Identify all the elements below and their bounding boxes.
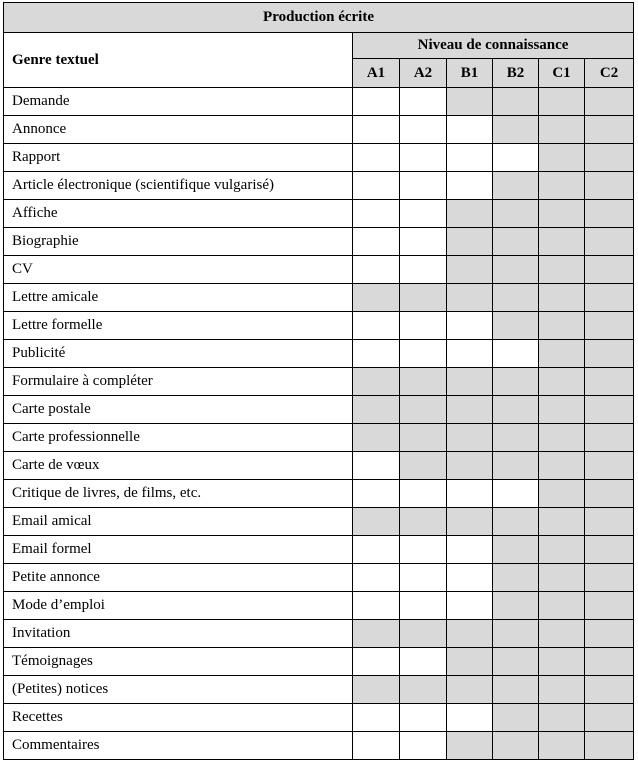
level-cell-b2 [493, 536, 539, 564]
level-cell-c1 [539, 116, 585, 144]
level-cell-a1 [353, 564, 400, 592]
table-body [4, 88, 634, 760]
level-cell-b2 [493, 256, 539, 284]
level-cell-a2 [400, 228, 447, 256]
level-cell-b1 [447, 172, 493, 200]
level-cell-c2 [585, 312, 634, 340]
level-cell-c2 [585, 480, 634, 508]
level-cell-a2 [400, 704, 447, 732]
level-cell-b1 [447, 648, 493, 676]
level-cell-a2 [400, 116, 447, 144]
level-cell-a2 [400, 396, 447, 424]
table-row [4, 508, 634, 536]
level-cell-a1 [353, 368, 400, 396]
table-row [4, 732, 634, 760]
level-cell-b1 [447, 676, 493, 704]
level-cell-b2 [493, 368, 539, 396]
level-cell-c1 [539, 340, 585, 368]
genre-label: CV [4, 256, 353, 284]
level-cell-b2 [493, 620, 539, 648]
level-cell-a2 [400, 424, 447, 452]
genre-label: Publicité [4, 340, 353, 368]
table-row [4, 284, 634, 312]
level-cell-a2 [400, 284, 447, 312]
level-cell-b2 [493, 284, 539, 312]
table-row [4, 88, 634, 116]
level-cell-c1 [539, 144, 585, 172]
table-row [4, 256, 634, 284]
level-cell-b1 [447, 424, 493, 452]
level-cell-c2 [585, 256, 634, 284]
level-cell-a2 [400, 648, 447, 676]
level-cell-b2 [493, 424, 539, 452]
level-cell-a1 [353, 340, 400, 368]
level-cell-c2 [585, 396, 634, 424]
level-cell-b2 [493, 452, 539, 480]
level-cell-a2 [400, 480, 447, 508]
level-cell-b2 [493, 200, 539, 228]
genre-label: Critique de livres, de films, etc. [4, 480, 353, 508]
level-cell-b1 [447, 144, 493, 172]
table-row [4, 116, 634, 144]
level-cell-b2 [493, 340, 539, 368]
genre-label: Demande [4, 88, 353, 116]
table-row [4, 368, 634, 396]
genre-label: Carte postale [4, 396, 353, 424]
level-cell-c1 [539, 452, 585, 480]
genre-label: (Petites) notices [4, 676, 353, 704]
level-cell-c1 [539, 704, 585, 732]
table-row [4, 648, 634, 676]
table-row [4, 592, 634, 620]
level-col-b1: B1 [447, 59, 493, 88]
table-row [4, 340, 634, 368]
level-cell-b1 [447, 116, 493, 144]
level-cell-c2 [585, 732, 634, 760]
level-cell-c2 [585, 564, 634, 592]
level-cell-b2 [493, 88, 539, 116]
level-cell-a1 [353, 508, 400, 536]
table-row [4, 396, 634, 424]
level-cell-c2 [585, 536, 634, 564]
level-cell-c1 [539, 172, 585, 200]
table-row [4, 564, 634, 592]
level-cell-c2 [585, 508, 634, 536]
level-cell-c1 [539, 620, 585, 648]
level-cell-c1 [539, 592, 585, 620]
level-cell-b1 [447, 480, 493, 508]
level-cell-a1 [353, 732, 400, 760]
level-cell-b2 [493, 704, 539, 732]
level-cell-a1 [353, 592, 400, 620]
level-cell-a2 [400, 144, 447, 172]
level-cell-c2 [585, 284, 634, 312]
level-cell-b1 [447, 256, 493, 284]
level-cell-a2 [400, 536, 447, 564]
level-cell-c2 [585, 424, 634, 452]
table-row [4, 144, 634, 172]
level-header: Niveau de connaissance [353, 33, 634, 59]
table-row [4, 452, 634, 480]
level-cell-b1 [447, 620, 493, 648]
level-cell-c2 [585, 88, 634, 116]
level-cell-b1 [447, 396, 493, 424]
level-cell-c2 [585, 620, 634, 648]
level-cell-b2 [493, 172, 539, 200]
level-cell-a1 [353, 480, 400, 508]
level-cell-c2 [585, 368, 634, 396]
table-row [4, 200, 634, 228]
level-cell-b1 [447, 536, 493, 564]
level-cell-c2 [585, 648, 634, 676]
level-cell-b2 [493, 144, 539, 172]
level-cell-c1 [539, 676, 585, 704]
table-row [4, 676, 634, 704]
level-cell-b1 [447, 564, 493, 592]
table-row [4, 228, 634, 256]
level-cell-a2 [400, 88, 447, 116]
table-row [4, 620, 634, 648]
level-cell-a2 [400, 256, 447, 284]
table-row [4, 424, 634, 452]
level-cell-b2 [493, 676, 539, 704]
table-title: Production écrite [4, 3, 634, 33]
level-cell-c1 [539, 312, 585, 340]
level-cell-b1 [447, 452, 493, 480]
level-cell-a2 [400, 620, 447, 648]
level-cell-a1 [353, 396, 400, 424]
level-cell-b2 [493, 228, 539, 256]
level-cell-c2 [585, 116, 634, 144]
level-cell-b1 [447, 592, 493, 620]
level-cell-a1 [353, 676, 400, 704]
level-cell-b2 [493, 648, 539, 676]
level-cell-b2 [493, 312, 539, 340]
genre-label: Carte professionnelle [4, 424, 353, 452]
level-cell-b2 [493, 564, 539, 592]
level-cell-a1 [353, 228, 400, 256]
genre-header: Genre textuel [4, 33, 353, 88]
genre-label: Biographie [4, 228, 353, 256]
level-cell-a1 [353, 536, 400, 564]
genre-label: Commentaires [4, 732, 353, 760]
genre-label: Annonce [4, 116, 353, 144]
level-cell-a1 [353, 88, 400, 116]
genre-label: Mode d’emploi [4, 592, 353, 620]
level-cell-c1 [539, 564, 585, 592]
level-cell-a2 [400, 340, 447, 368]
level-cell-a1 [353, 424, 400, 452]
level-cell-a1 [353, 116, 400, 144]
level-cell-c1 [539, 200, 585, 228]
level-cell-c1 [539, 88, 585, 116]
level-col-a1: A1 [353, 59, 400, 88]
level-cell-c1 [539, 396, 585, 424]
level-cell-c2 [585, 172, 634, 200]
genre-label: Carte de vœux [4, 452, 353, 480]
level-cell-a1 [353, 620, 400, 648]
level-cell-c1 [539, 508, 585, 536]
table-row [4, 704, 634, 732]
level-cell-a1 [353, 648, 400, 676]
level-cell-a1 [353, 452, 400, 480]
level-cell-c2 [585, 676, 634, 704]
level-cell-b1 [447, 704, 493, 732]
level-cell-a1 [353, 200, 400, 228]
table-row [4, 172, 634, 200]
level-cell-c2 [585, 200, 634, 228]
level-cell-a2 [400, 368, 447, 396]
genre-label: Article électronique (scientifique vulgarisé) [4, 172, 353, 200]
level-cell-a1 [353, 704, 400, 732]
genre-label: Rapport [4, 144, 353, 172]
level-cell-b2 [493, 396, 539, 424]
level-cell-a2 [400, 732, 447, 760]
level-cell-a1 [353, 284, 400, 312]
level-col-a2: A2 [400, 59, 447, 88]
level-cell-b2 [493, 480, 539, 508]
genre-label: Email amical [4, 508, 353, 536]
level-cell-c2 [585, 592, 634, 620]
genre-label: Invitation [4, 620, 353, 648]
level-cell-c2 [585, 452, 634, 480]
level-cell-a1 [353, 256, 400, 284]
level-cell-c2 [585, 228, 634, 256]
level-cell-a2 [400, 592, 447, 620]
level-col-c2: C2 [585, 59, 634, 88]
level-cell-a2 [400, 508, 447, 536]
level-cell-c1 [539, 536, 585, 564]
level-cell-a2 [400, 676, 447, 704]
genre-label: Lettre amicale [4, 284, 353, 312]
level-cell-b1 [447, 284, 493, 312]
level-cell-c2 [585, 340, 634, 368]
level-cell-b1 [447, 368, 493, 396]
level-cell-b2 [493, 732, 539, 760]
level-cell-a2 [400, 312, 447, 340]
level-cell-b1 [447, 200, 493, 228]
level-col-b2: B2 [493, 59, 539, 88]
table-row [4, 312, 634, 340]
level-col-c1: C1 [539, 59, 585, 88]
level-cell-c2 [585, 144, 634, 172]
level-cell-a2 [400, 564, 447, 592]
genre-label: Recettes [4, 704, 353, 732]
level-cell-b2 [493, 592, 539, 620]
level-cell-b1 [447, 312, 493, 340]
level-cell-a1 [353, 172, 400, 200]
genre-label: Formulaire à compléter [4, 368, 353, 396]
level-cell-a1 [353, 144, 400, 172]
genre-label: Email formel [4, 536, 353, 564]
table-row [4, 480, 634, 508]
level-cell-b2 [493, 508, 539, 536]
level-cell-c1 [539, 228, 585, 256]
level-cell-c1 [539, 256, 585, 284]
genre-label: Petite annonce [4, 564, 353, 592]
table-row [4, 536, 634, 564]
level-cell-a2 [400, 452, 447, 480]
level-cell-b1 [447, 732, 493, 760]
level-cell-b1 [447, 340, 493, 368]
level-cell-a1 [353, 312, 400, 340]
level-cell-c1 [539, 368, 585, 396]
genre-label: Lettre formelle [4, 312, 353, 340]
competency-table [3, 2, 634, 760]
level-cell-c1 [539, 732, 585, 760]
level-cell-b1 [447, 508, 493, 536]
genre-label: Témoignages [4, 648, 353, 676]
level-cell-b1 [447, 228, 493, 256]
level-cell-a2 [400, 172, 447, 200]
level-cell-c1 [539, 480, 585, 508]
level-cell-b2 [493, 116, 539, 144]
level-cell-b1 [447, 88, 493, 116]
level-cell-c1 [539, 648, 585, 676]
level-cell-a2 [400, 200, 447, 228]
level-cell-c1 [539, 424, 585, 452]
level-cell-c1 [539, 284, 585, 312]
level-cell-c2 [585, 704, 634, 732]
genre-label: Affiche [4, 200, 353, 228]
